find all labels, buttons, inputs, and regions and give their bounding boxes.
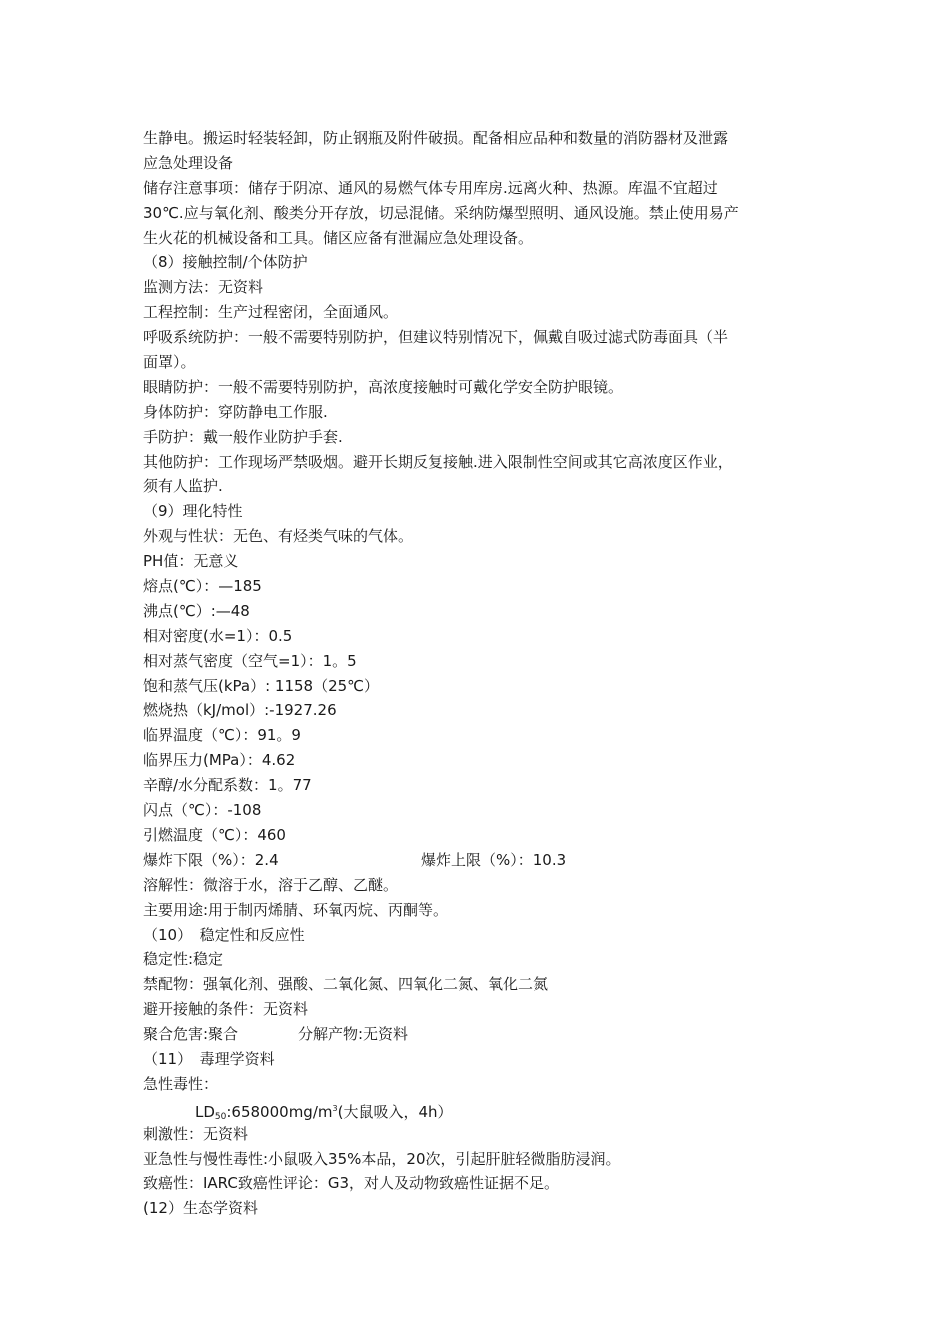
storage-notes-line-2: 30℃.应与氧化剂、酸类分开存放，切忌混储。采纳防爆型照明、通风设施。禁止使用易产: [143, 203, 739, 222]
vapor-density: 相对蒸气密度（空气=1）：1。5: [143, 651, 357, 670]
ld-prefix: LD: [195, 1102, 215, 1121]
handling-line-1: 生静电。搬运时轻装轻卸，防止钢瓶及附件破损。配备相应品种和数量的消防器材及泄露: [143, 129, 729, 147]
incompatible-materials: 禁配物：强氧化剂、强酸、二氧化氮、四氧化二氮、氧化二氮: [143, 975, 549, 994]
polymerization-row: [143, 1022, 813, 1047]
upper-explosion-limit: 爆炸上限（%）：10.3: [421, 850, 567, 869]
body-protection: 身体防护：穿防静电工作服.: [143, 402, 328, 421]
critical-temperature: 临界温度（℃）：91。9: [143, 726, 301, 745]
respiratory-protection-line-1: 呼吸系统防护：一般不需要特别防护，但建议特别情况下，佩戴自吸过滤式防毒面具（半: [143, 328, 729, 347]
section-9-heading: （9）理化特性: [143, 502, 243, 521]
section-12-heading: (12）生态学资料: [143, 1199, 258, 1218]
section-8-heading: （8）接触控制/个体防护: [143, 253, 308, 272]
conditions-to-avoid: 避开接触的条件：无资料: [143, 1000, 309, 1019]
carcinogenicity: 致癌性：IARC致癌性评论：G3，对人及动物致癌性证据不足。: [143, 1174, 560, 1193]
ld-suffix: (大鼠吸入，4h）: [337, 1102, 453, 1121]
ld-value: :658000mg/m: [226, 1102, 333, 1121]
hand-protection: 手防护：戴一般作业防护手套.: [143, 427, 343, 446]
flash-point: 闪点（℃）：-108: [143, 801, 262, 820]
section-10-heading: （10） 稳定性和反应性: [143, 925, 305, 944]
combustion-heat: 燃烧热（kJ/mol）:-1927.26: [143, 701, 337, 720]
boiling-point: 沸点(℃）:—48: [143, 601, 250, 620]
ph-value: PH值：无意义: [143, 552, 239, 571]
subacute-toxicity: 亚急性与慢性毒性:小鼠吸入35%本品，20次，引起肝脏轻微脂肪浸润。: [143, 1149, 621, 1168]
ld-superscript: 3: [332, 1103, 338, 1113]
vapor-pressure: 饱和蒸气压(kPa）: 1158（25℃）: [143, 676, 380, 695]
solubility: 溶解性：微溶于水，溶于乙醇、乙醚。: [143, 875, 399, 894]
appearance: 外观与性状：无色、有烃类气味的气体。: [143, 527, 414, 546]
section-11-heading: （11） 毒理学资料: [143, 1049, 275, 1068]
ld50-line: [143, 1097, 813, 1122]
monitoring-method: 监测方法：无资料: [143, 278, 264, 297]
ignition-temperature: 引燃温度（℃）：460: [143, 825, 286, 844]
ld-subscript: 50: [214, 1111, 227, 1122]
lower-explosion-limit: 爆炸下限（%）：2.4: [143, 850, 279, 869]
decomposition-products: 分解产物:无资料: [298, 1025, 409, 1044]
engineering-control: 工程控制：生产过程密闭，全面通风。: [143, 303, 399, 322]
other-protection-line-2: 须有人监护.: [143, 477, 223, 496]
other-protection-line-1: 其他防护：工作现场严禁吸烟。避开长期反复接触.进入限制性空间或其它高浓度区作业，: [143, 452, 733, 471]
eye-protection: 眼睛防护：一般不需要特别防护，高浓度接触时可戴化学安全防护眼镜。: [143, 377, 624, 396]
storage-notes-line-3: 生火花的机械设备和工具。储区应备有泄漏应急处理设备。: [143, 228, 534, 247]
partition-coefficient: 辛醇/水分配系数：1。77: [143, 776, 312, 795]
respiratory-protection-line-2: 面罩）。: [143, 353, 196, 372]
document-page: [143, 126, 813, 1221]
main-uses: 主要用途:用于制丙烯腈、环氧丙烷、丙酮等。: [143, 900, 449, 919]
storage-notes-line-1: 储存注意事项：储存于阴凉、通风的易燃气体专用库房.远离火种、热源。库温不宜超过: [143, 178, 718, 197]
polymerization-hazard: 聚合危害:聚合: [143, 1025, 239, 1044]
melting-point: 熔点(℃）：—185: [143, 577, 262, 596]
irritation: 刺激性：无资料: [143, 1124, 249, 1143]
explosion-limits-row: [143, 848, 813, 873]
handling-line-2: 应急处理设备: [143, 153, 234, 172]
critical-pressure: 临界压力(MPa）：4.62: [143, 751, 296, 770]
relative-density: 相对密度(水=1）：0.5: [143, 626, 293, 645]
stability: 稳定性:稳定: [143, 950, 224, 969]
acute-toxicity: 急性毒性：: [143, 1074, 219, 1093]
